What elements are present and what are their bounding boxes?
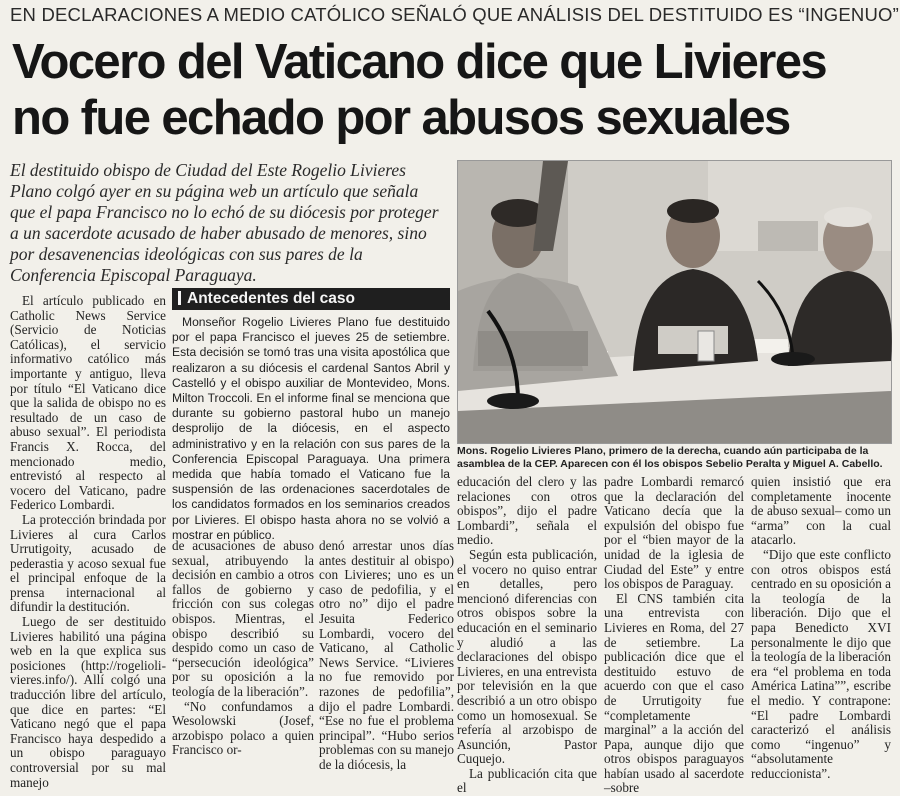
headline-line-1: Vocero del Vaticano dice que Livieres	[12, 35, 827, 89]
photo-caption: Mons. Rogelio Livieres Plano, primero de la derecha, cuando aún participaba de la asamblea de la CEP. Aparecen con él los obispos Sebelio Peralta y Miguel A. Cabello.	[457, 445, 883, 470]
article-column-6	[751, 474, 891, 781]
article-column-3	[319, 538, 454, 772]
paragraph: quien insistió que era completamente inocente de abuso sexual– como un “arma” con la cual atacarlo.	[751, 474, 891, 548]
paragraph: educación del clero y las relaciones con otros obispos”, dijo el padre Lombardi”, señala el medio.	[457, 474, 597, 548]
sidebar-title	[172, 288, 450, 310]
paragraph: La publicación cita que el	[457, 765, 597, 796]
paragraph: El CNS también cita una entrevista con Livieres en Roma, del 27 de setiembre. La publicación dice que el destituido estuvo de acuerdo con que el caso de Urrutigoity fue “completamente marginal” a la acción del Papa, aunque dijo que otros obispos paraguayos habían usado al sacerdote –sobre	[604, 590, 744, 796]
kicker: EN DECLARACIONES A MEDIO CATÓLICO SEÑALÓ QUE ANÁLISIS DEL DESTITUIDO ES “INGENUO”	[10, 4, 899, 25]
paragraph: La protección brindada por Livieres al cura Carlos Urrutigoity, acusado de pederastia y acoso sexual fue el principal enfoque de la prensa internacional al difundir la destitución.	[10, 511, 166, 615]
paragraph: de acusaciones de abuso sexual, atribuyendo la decisión en cambio a otros fallos de gobierno y fricción con sus colegas obispos. Mientras, el obispo describió su despido como un caso de “persecución ideológica” por su oposición a la teología de la liberación”.	[172, 538, 314, 699]
paragraph: padre Lombardi remarcó que la declaración del Vaticano decía que la expulsión del obispo fue por el “bien mayor de la unidad de la iglesia de Ciudad del Este” y entre los obispos de Paraguay.	[604, 474, 744, 592]
article-column-4	[457, 474, 597, 796]
paragraph: Según esta publicación, el vocero no quiso entrar en detalles, pero mencionó diferencias con otros obispos sobre la educación en el seminario y aludió a las declaraciones del obispo Livieres, en una entrevista por televisión en la que describió a un otro obispo como un homosexual. Se refería al arzobispo de Asunción, Pastor Cuquejo.	[457, 546, 597, 767]
paragraph: Luego de ser destituido Livieres habilitó una página web en la que explica sus posiciones (http://rogeliolivieres.info/). Allí colgó una traducción libre del artículo, que dice en partes: “El Vaticano negó que el papa Francisco haya despedido a un obispo paraguayo controversial por su mal manejo	[10, 614, 166, 790]
sidebar-box	[172, 288, 450, 542]
title-bar-icon	[178, 291, 181, 305]
paragraph: “Dijo que este conflicto con otros obispos está centrado en su oposición a la teología de la liberación. Dijo que el papa Benedicto XVI personalmente le dijo que la teología de la liberación era “el problema en toda América Latina””, escribe el medio. Y contrapone: “El padre Lombardi caracterizó el análisis como “ingenuo” y “absolutamente reduccionista”.	[751, 546, 891, 781]
lead-paragraph: El destituido obispo de Ciudad del Este Rogelio Livieres Plano colgó ayer en su página web un artículo que señala que el papa Francisco no lo echó de su diócesis por proteger a un sacerdote acusado de haber abusado de menores, sino por desavenencias ideológicas con sus pares de la Conferencia Episcopal Paraguaya.	[10, 160, 439, 285]
paragraph: El artículo publicado en Catholic News Service (Servicio de Noticias Católicas), el servicio informativo católico más importante y antiguo, lleva por título “El Vaticano dice que la salida de obispo no es resultado de un caso de abuso sexual”. El periodista Francis X. Rocca, del mencionado medio, entrevistó al respecto al vocero del Vaticano, padre Federico Lombardi.	[10, 293, 166, 513]
article-column-2	[172, 538, 314, 758]
press-photo	[457, 160, 892, 444]
headline	[12, 34, 892, 146]
sidebar-title-text: Antecedentes del caso	[187, 290, 355, 307]
headline-line-2: no fue echado por abusos sexuales	[12, 91, 790, 145]
paragraph: “No confundamos a Wesolowski (Josef, arzobispo polaco a quien Francisco or-	[172, 698, 314, 758]
article-column-5	[604, 474, 744, 796]
article-column-1	[10, 293, 166, 790]
paragraph: denó arrestar unos días antes destituir al obispo) con Livieres; uno es un caso de pedofilia, y el otro no” dijo el padre Jesuita Federico Lombardi, vocero del Vaticano, al Catholic News Service. “Livieres no fue removido por razones de pedofilia”, dijo el padre Lombardi. “Ese no fue el problema principal”. “Hubo serios problemas con su manejo de la diócesis, la	[319, 538, 454, 772]
photo-image	[458, 161, 891, 443]
sidebar-body: Monseñor Rogelio Livieres Plano fue destituido por el papa Francisco el jueves 25 de setiembre. Esta decisión se tomó tras una visita apostólica que realizaron a su diócesis el cardenal Santos Abril y Castelló y el obispo auxiliar de Montevideo, Mons. Milton Troccoli. En el informe final se menciona que durante su gobierno pastoral hubo un manejo desprolijo de la diócesis, en el aspecto administrativo y en la relación con sus pares de la Conferencia Episcopal Paraguaya. Una primera medida que había tomado el Vaticano fue la suspensión de las ordenaciones sacerdotales de los candidatos formados en los seminarios creados por Livieres. El obispo hasta ahora no se volvió a mostrar en público.	[172, 315, 450, 542]
